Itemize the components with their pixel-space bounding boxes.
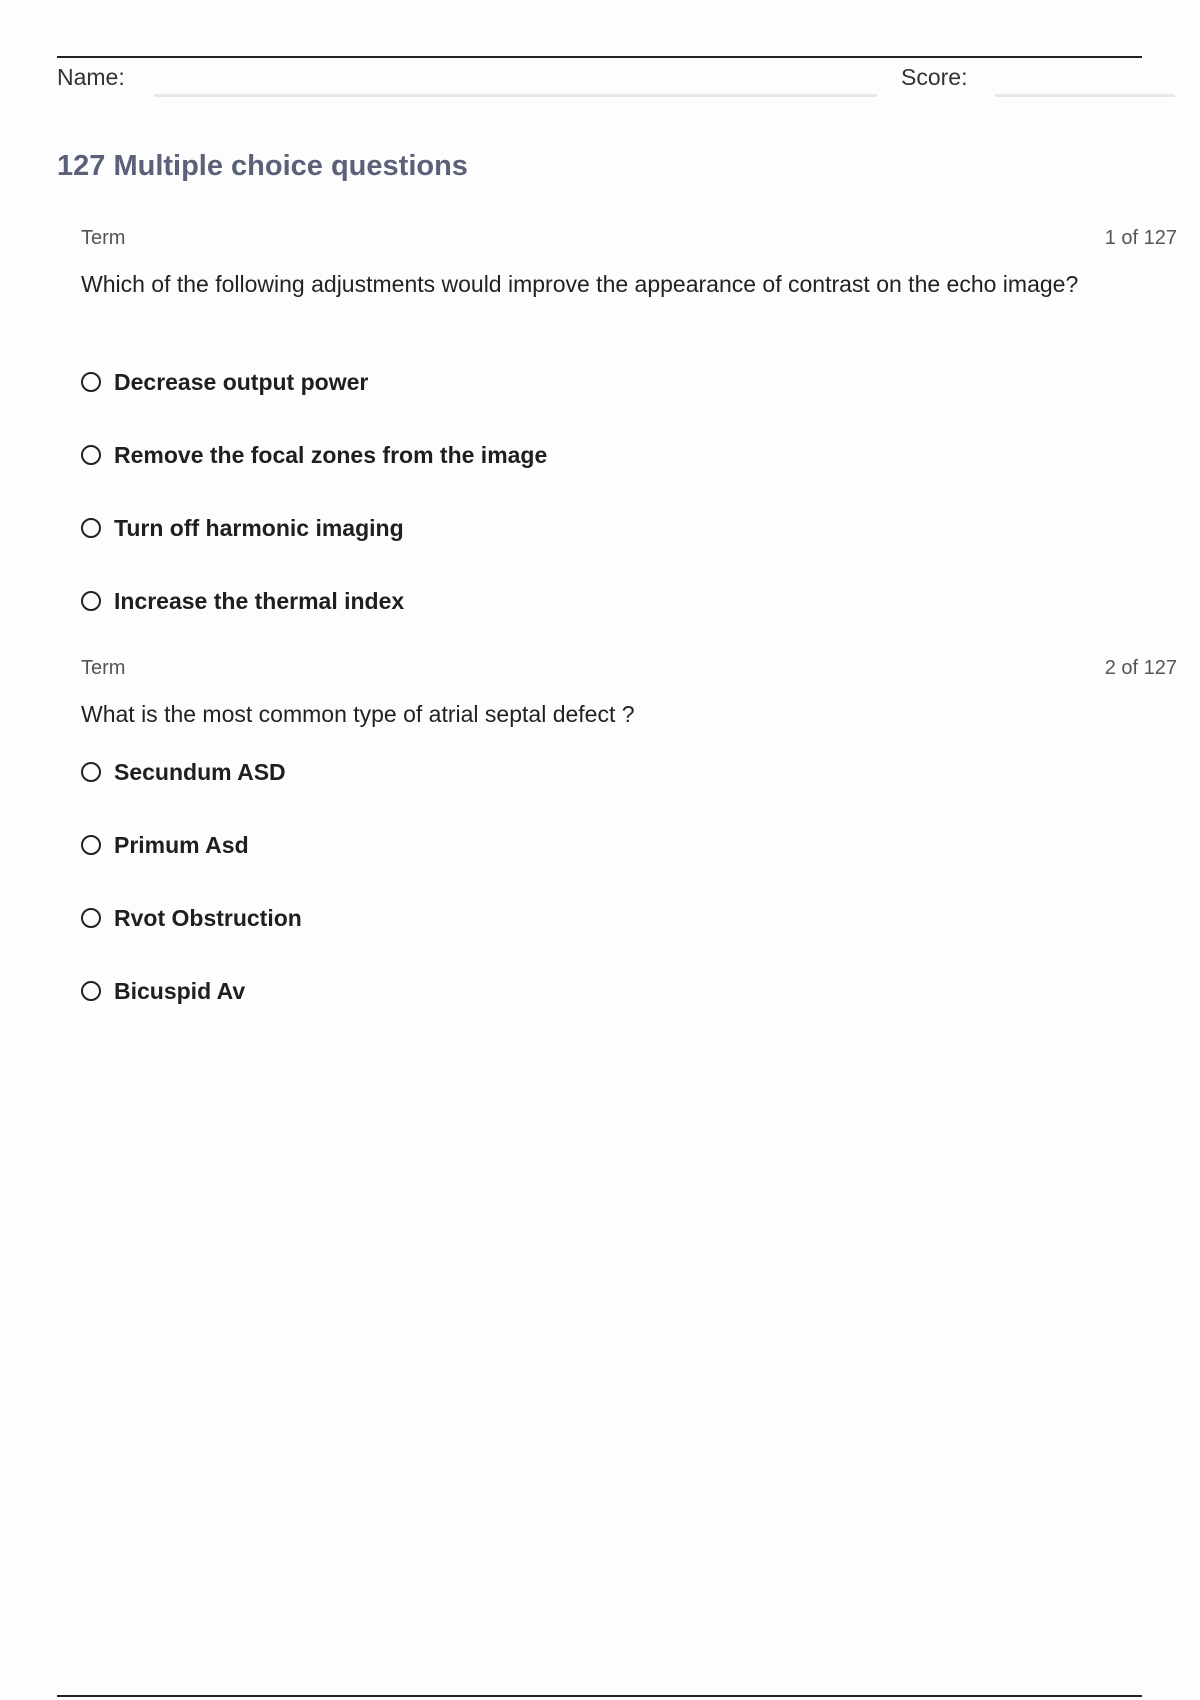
score-label: Score:: [901, 64, 968, 90]
term-label: Term: [81, 227, 126, 249]
bottom-divider: [57, 1695, 1142, 1697]
radio-button-icon[interactable]: [81, 591, 101, 611]
answer-option[interactable]: [81, 585, 404, 617]
answer-option[interactable]: [81, 756, 286, 788]
option-label: Decrease output power: [114, 368, 369, 395]
radio-button-icon[interactable]: [81, 835, 101, 855]
radio-button-icon[interactable]: [81, 372, 101, 392]
radio-button-icon[interactable]: [81, 981, 101, 1001]
option-label: Rvot Obstruction: [114, 904, 302, 931]
score-field[interactable]: [995, 94, 1175, 97]
radio-button-icon[interactable]: [81, 908, 101, 928]
answer-option[interactable]: [81, 975, 245, 1007]
radio-button-icon[interactable]: [81, 445, 101, 465]
radio-button-icon[interactable]: [81, 518, 101, 538]
answer-option[interactable]: [81, 829, 249, 861]
name-label: Name:: [57, 64, 125, 90]
top-divider: [57, 56, 1142, 58]
option-label: Remove the focal zones from the image: [114, 441, 548, 468]
question-prompt: What is the most common type of atrial septal defect ?: [81, 701, 635, 727]
option-label: Secundum ASD: [114, 758, 286, 785]
option-label: Increase the thermal index: [114, 587, 405, 614]
term-label: Term: [81, 657, 126, 679]
option-label: Turn off harmonic imaging: [114, 514, 404, 541]
option-label: Bicuspid Av: [114, 977, 246, 1004]
question-counter: 1 of 127: [1104, 227, 1177, 249]
question-prompt: Which of the following adjustments would improve the appearance of contrast on the echo image?: [81, 271, 1079, 297]
radio-button-icon[interactable]: [81, 762, 101, 782]
page-title: 127 Multiple choice questions: [57, 150, 468, 182]
answer-option[interactable]: [81, 366, 368, 398]
answer-option[interactable]: [81, 902, 302, 934]
question-counter: 2 of 127: [1104, 657, 1177, 679]
option-label: Primum Asd: [114, 831, 249, 858]
answer-option[interactable]: [81, 512, 404, 544]
worksheet-header: [57, 62, 1177, 98]
answer-option[interactable]: [81, 439, 547, 471]
name-field[interactable]: [154, 94, 877, 97]
